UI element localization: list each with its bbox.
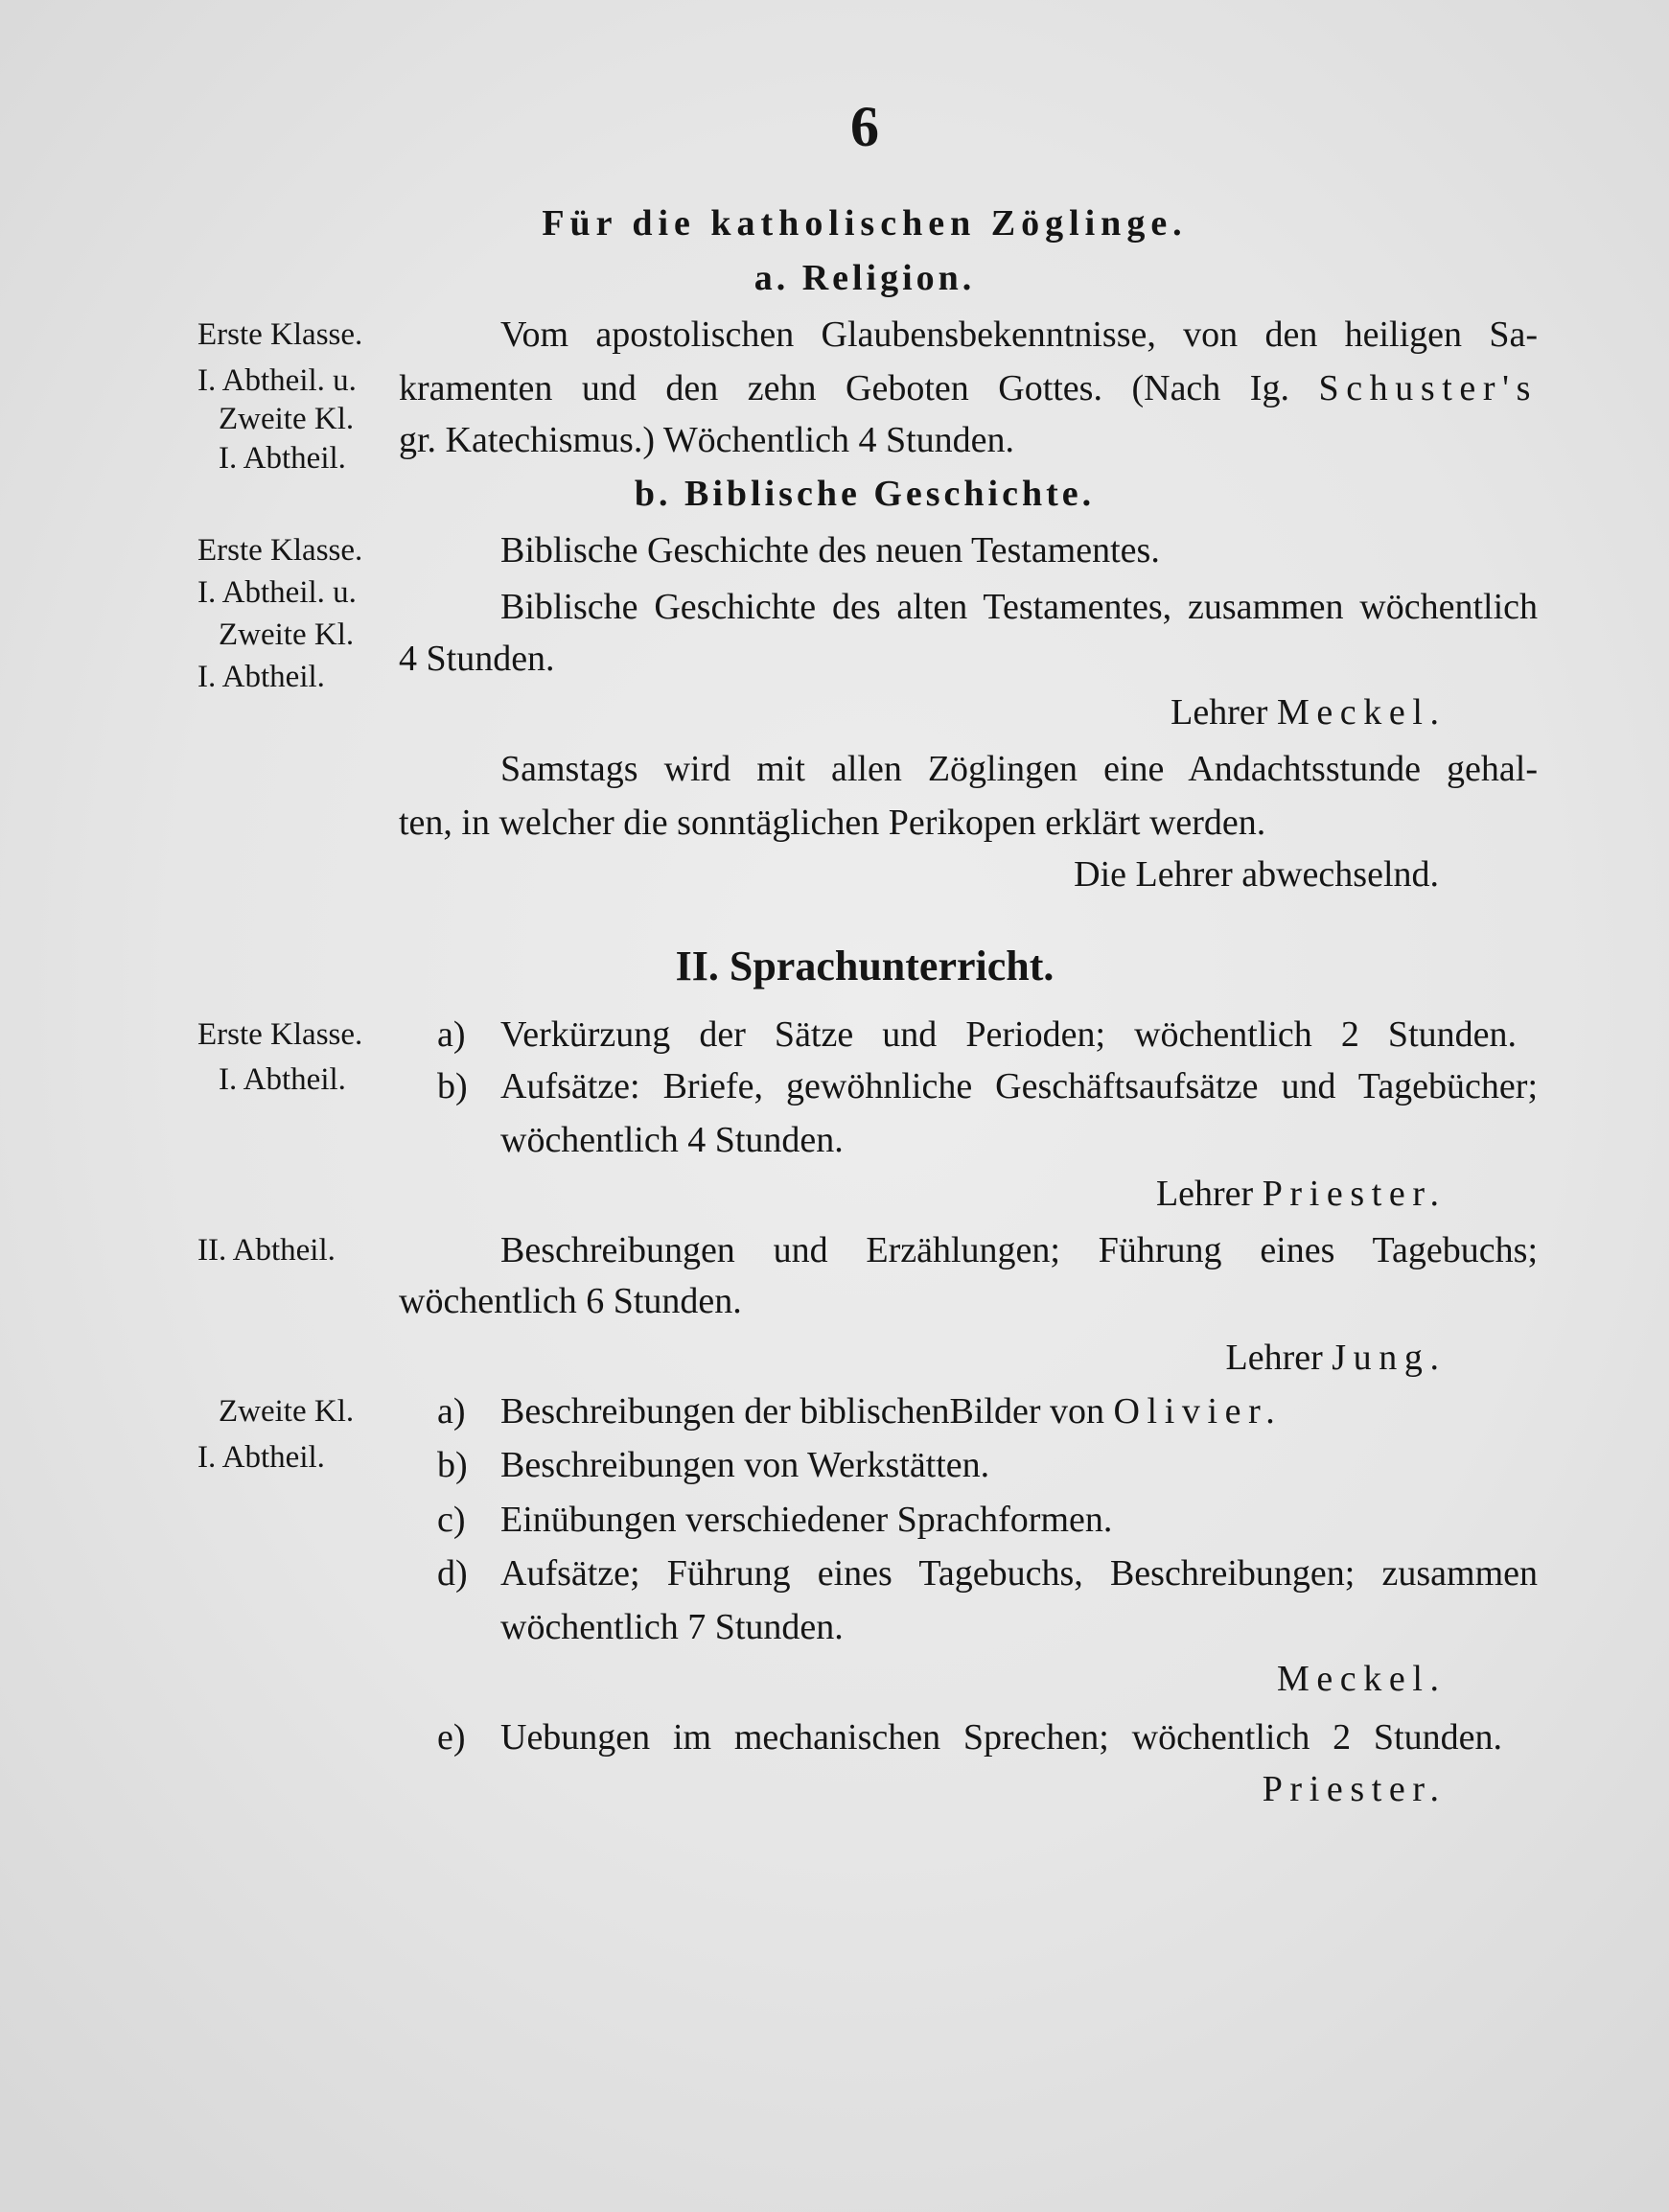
class-label: I. Abtheil. u. (197, 363, 357, 398)
text-line: Uebungen im mechanischen Sprechen; wöchentlich 2 Stunden. (500, 1717, 1502, 1758)
religion-title: a. Religion. (753, 258, 976, 298)
text-line: wöchentlich 7 Stunden. (500, 1607, 844, 1647)
class-label: I. Abtheil. u. (197, 575, 357, 610)
text-line: Beschreibungen und Erzählungen; Führung eines Tagebuchs; (500, 1230, 1538, 1270)
text-line: Beschreibungen von Werkstätten. (500, 1445, 990, 1485)
teacher-name: Jung. (1332, 1338, 1447, 1378)
biblical-history-title: b. Biblische Geschichte. (634, 474, 1096, 514)
item-marker: a) (437, 1014, 466, 1055)
teacher-name: Meckel. (1276, 692, 1447, 733)
class-label: Erste Klasse. (197, 533, 363, 568)
class-label: I. Abtheil. (219, 441, 346, 476)
teacher-signature: Die Lehrer abwechselnd. (1074, 854, 1439, 895)
text-line: ten, in welcher die sonntäglichen Perikopen erklärt werden. (399, 803, 1266, 843)
class-label: I. Abtheil. (197, 660, 325, 694)
teacher-name: Meckel. (1276, 1659, 1447, 1699)
text-line: gr. Katechismus.) Wöchentlich 4 Stunden. (399, 420, 1015, 460)
page-number: 6 (850, 95, 879, 158)
teacher-signature (1225, 1331, 1447, 1385)
teacher-signature (1171, 686, 1447, 739)
class-label: I. Abtheil. (219, 1062, 346, 1097)
text-segment: kramenten und den zehn Geboten Gottes. (Nach Ig. (399, 368, 1289, 408)
class-label: Zweite Kl. (219, 1394, 355, 1429)
teacher-name: Priester. (1262, 1174, 1447, 1214)
text-line: Biblische Geschichte des alten Testamentes, zusammen wöchentlich (500, 587, 1538, 627)
item-marker: d) (437, 1553, 468, 1594)
class-label: II. Abtheil. (197, 1233, 336, 1268)
item-marker: e) (437, 1717, 466, 1758)
item-marker: b) (437, 1066, 468, 1106)
teacher-title: Lehrer (1155, 1174, 1254, 1214)
artist-name: Olivier. (1113, 1391, 1283, 1432)
text-line: Einübungen verschiedener Sprachformen. (500, 1500, 1113, 1540)
teacher-signature (1276, 1652, 1447, 1706)
class-label: I. Abtheil. (197, 1440, 325, 1475)
class-label: Erste Klasse. (197, 1017, 363, 1052)
teacher-signature (1155, 1167, 1447, 1221)
class-label: Erste Klasse. (197, 317, 363, 352)
author-name: Schuster's (1318, 368, 1538, 408)
text-line (500, 1385, 1282, 1438)
text-line: 4 Stunden. (399, 639, 555, 679)
text-line (399, 361, 1538, 415)
teacher-title: Lehrer (1225, 1338, 1323, 1378)
class-label: Zweite Kl. (219, 402, 355, 436)
text-line: Vom apostolischen Glaubensbekenntnisse, von den heiligen Sa- (500, 314, 1538, 355)
section-heading: Für die katholischen Zöglinge. (542, 203, 1188, 244)
text-line: Aufsätze: Briefe, gewöhnliche Geschäftsaufsätze und Tagebücher; (500, 1066, 1538, 1106)
text-line: wöchentlich 6 Stunden. (399, 1281, 742, 1321)
text-line: Verkürzung der Sätze und Perioden; wöchentlich 2 Stunden. (500, 1014, 1517, 1055)
text-line: Aufsätze; Führung eines Tagebuchs, Beschreibungen; zusammen (500, 1553, 1538, 1594)
text-segment: Beschreibungen der biblischenBilder von (500, 1391, 1105, 1432)
language-instruction-title: II. Sprachunterricht. (675, 943, 1055, 990)
item-marker: b) (437, 1445, 468, 1485)
text-line: wöchentlich 4 Stunden. (500, 1120, 844, 1160)
item-marker: a) (437, 1391, 466, 1432)
teacher-title: Lehrer (1171, 692, 1268, 733)
teacher-name: Priester. (1262, 1769, 1447, 1809)
item-marker: c) (437, 1500, 466, 1540)
text-line: Biblische Geschichte des neuen Testamentes. (500, 530, 1160, 570)
class-label: Zweite Kl. (219, 617, 355, 652)
text-line: Samstags wird mit allen Zöglingen eine Andachtsstunde gehal- (500, 749, 1538, 789)
teacher-signature (1262, 1762, 1447, 1816)
